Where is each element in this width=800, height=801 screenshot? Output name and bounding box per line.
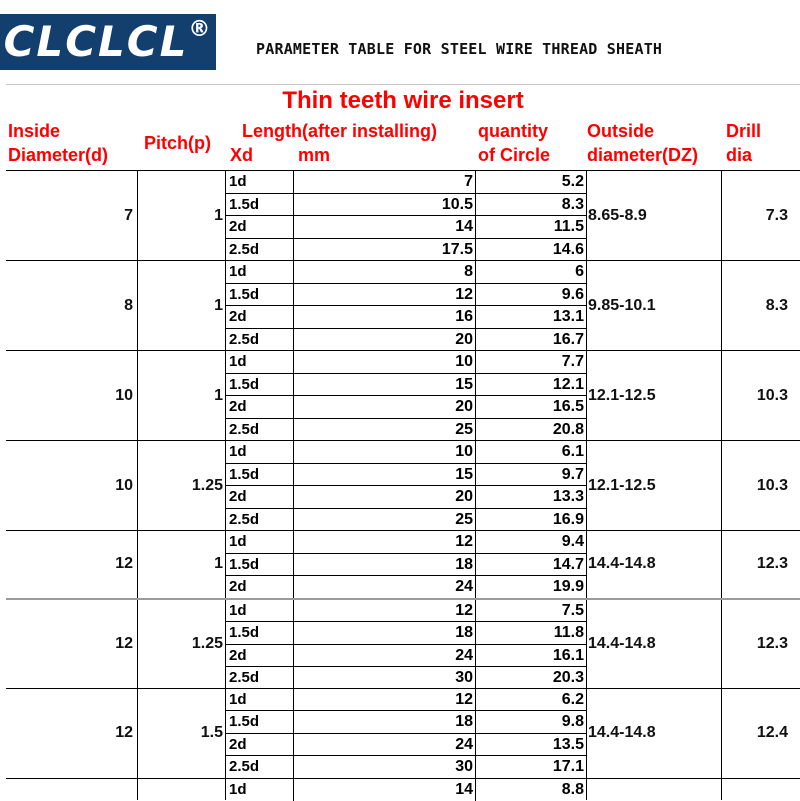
table-title: Thin teeth wire insert xyxy=(6,85,800,117)
mm-cell: 16 xyxy=(294,306,476,328)
drill-dia-cell: 12.3 xyxy=(722,600,800,688)
table-row xyxy=(226,419,586,442)
table-row xyxy=(226,689,586,712)
mm-cell: 24 xyxy=(294,734,476,756)
mm-cell: 12 xyxy=(294,600,476,622)
table-row xyxy=(226,711,586,734)
length-rows xyxy=(226,689,586,779)
table-row xyxy=(226,441,586,464)
inside-diameter-cell: 10 xyxy=(6,441,138,530)
table-row xyxy=(226,374,586,397)
table-row xyxy=(226,194,586,217)
mm-cell: 17.5 xyxy=(294,239,476,262)
mm-cell: 12 xyxy=(294,689,476,711)
header-outside-diameter: Outside diameter(DZ) xyxy=(587,119,698,167)
outside-diameter-cell: 14.4-14.8 xyxy=(586,531,722,598)
page-title: PARAMETER TABLE FOR STEEL WIRE THREAD SHEATH xyxy=(256,40,662,58)
xd-cell: 2d xyxy=(226,216,294,238)
quantity-cell: 16.5 xyxy=(476,396,586,418)
header-pitch: Pitch(p) xyxy=(144,131,211,155)
quantity-cell: 17.1 xyxy=(476,756,586,779)
xd-cell: 2.5d xyxy=(226,509,294,532)
table-body xyxy=(6,170,800,800)
length-rows xyxy=(226,261,586,351)
quantity-cell: 6.2 xyxy=(476,689,586,711)
table-row xyxy=(226,464,586,487)
table-row xyxy=(226,645,586,668)
mm-cell: 12 xyxy=(294,531,476,553)
table-group xyxy=(6,598,800,688)
quantity-cell: 9.6 xyxy=(476,284,586,306)
xd-cell: 1d xyxy=(226,779,294,801)
quantity-cell: 11.5 xyxy=(476,216,586,238)
quantity-cell: 8.3 xyxy=(476,194,586,216)
quantity-cell: 6 xyxy=(476,261,586,283)
header-inside-diameter: Inside Diameter(d) xyxy=(8,119,108,167)
parameter-table xyxy=(6,84,800,801)
xd-cell: 1.5d xyxy=(226,374,294,396)
header-length: Length(after installing) xyxy=(242,119,437,143)
xd-cell: 2d xyxy=(226,396,294,418)
table-row xyxy=(226,734,586,757)
outside-diameter-cell: 12.1-12.5 xyxy=(586,351,722,440)
pitch-cell: 1 xyxy=(138,531,226,598)
inside-diameter-cell: 7 xyxy=(6,171,138,260)
xd-cell: 1.5d xyxy=(226,554,294,576)
mm-cell: 15 xyxy=(294,464,476,486)
table-row xyxy=(226,171,586,194)
quantity-cell: 8.8 xyxy=(476,779,586,801)
quantity-cell: 9.4 xyxy=(476,531,586,553)
table-row xyxy=(226,622,586,645)
quantity-cell: 14.6 xyxy=(476,239,586,262)
xd-cell: 1d xyxy=(226,600,294,622)
registered-mark: ® xyxy=(188,17,212,42)
pitch-cell: 1.25 xyxy=(138,441,226,530)
table-row xyxy=(226,284,586,307)
mm-cell: 24 xyxy=(294,645,476,667)
quantity-cell: 13.5 xyxy=(476,734,586,756)
table-row xyxy=(226,351,586,374)
length-rows xyxy=(226,531,586,599)
inside-diameter-cell: 10 xyxy=(6,351,138,440)
table-group xyxy=(6,688,800,778)
mm-cell: 14 xyxy=(294,779,476,801)
inside-diameter-cell: 12 xyxy=(6,600,138,688)
table-row xyxy=(226,600,586,623)
pitch-cell: 1.5 xyxy=(138,689,226,778)
drill-dia-cell: 10.3 xyxy=(722,441,800,530)
quantity-cell: 16.1 xyxy=(476,645,586,667)
length-rows xyxy=(226,779,586,801)
header-mm: mm xyxy=(298,143,330,167)
mm-cell: 30 xyxy=(294,756,476,779)
length-rows xyxy=(226,171,586,261)
xd-cell: 2.5d xyxy=(226,419,294,442)
table-group xyxy=(6,260,800,350)
quantity-cell: 12.1 xyxy=(476,374,586,396)
xd-cell: 2d xyxy=(226,645,294,667)
length-rows xyxy=(226,600,586,690)
table-row xyxy=(226,216,586,239)
mm-cell: 24 xyxy=(294,576,476,599)
table-row xyxy=(226,486,586,509)
xd-cell: 1d xyxy=(226,171,294,193)
inside-diameter-cell: 12 xyxy=(6,689,138,778)
xd-cell: 2.5d xyxy=(226,756,294,779)
table-row xyxy=(226,576,586,599)
xd-cell: 1d xyxy=(226,351,294,373)
inside-diameter-cell: 12 xyxy=(6,531,138,598)
mm-cell: 20 xyxy=(294,486,476,508)
table-group xyxy=(6,778,800,801)
mm-cell: 7 xyxy=(294,171,476,193)
mm-cell: 8 xyxy=(294,261,476,283)
quantity-cell: 9.7 xyxy=(476,464,586,486)
mm-cell: 30 xyxy=(294,667,476,690)
xd-cell: 1d xyxy=(226,441,294,463)
table-row xyxy=(226,756,586,779)
pitch-cell: 1 xyxy=(138,171,226,260)
xd-cell: 1.5d xyxy=(226,622,294,644)
quantity-cell: 16.9 xyxy=(476,509,586,532)
table-row xyxy=(226,779,586,801)
outside-diameter-cell: 9.85-10.1 xyxy=(586,261,722,350)
xd-cell: 2d xyxy=(226,576,294,599)
quantity-cell: 11.8 xyxy=(476,622,586,644)
outside-diameter-cell: 14.4-14.8 xyxy=(586,600,722,688)
xd-cell: 2.5d xyxy=(226,239,294,262)
xd-cell: 1.5d xyxy=(226,711,294,733)
quantity-cell: 13.3 xyxy=(476,486,586,508)
table-row xyxy=(226,554,586,577)
table-group xyxy=(6,530,800,598)
quantity-cell: 7.5 xyxy=(476,600,586,622)
mm-cell: 18 xyxy=(294,711,476,733)
length-rows xyxy=(226,441,586,531)
logo-text: CLCLCL xyxy=(4,17,189,66)
quantity-cell: 5.2 xyxy=(476,171,586,193)
quantity-cell: 13.1 xyxy=(476,306,586,328)
xd-cell: 1d xyxy=(226,689,294,711)
drill-dia-cell xyxy=(722,779,800,801)
mm-cell: 10.5 xyxy=(294,194,476,216)
mm-cell: 25 xyxy=(294,509,476,532)
quantity-cell: 7.7 xyxy=(476,351,586,373)
header-xd: Xd xyxy=(230,143,253,167)
mm-cell: 10 xyxy=(294,441,476,463)
brand-logo xyxy=(0,14,216,70)
mm-cell: 20 xyxy=(294,396,476,418)
xd-cell: 1.5d xyxy=(226,194,294,216)
pitch-cell xyxy=(138,779,226,801)
quantity-cell: 20.3 xyxy=(476,667,586,690)
table-row xyxy=(226,509,586,532)
mm-cell: 14 xyxy=(294,216,476,238)
mm-cell: 10 xyxy=(294,351,476,373)
table-row xyxy=(226,531,586,554)
table-row xyxy=(226,396,586,419)
mm-cell: 15 xyxy=(294,374,476,396)
mm-cell: 12 xyxy=(294,284,476,306)
table-row xyxy=(226,667,586,690)
header-drill-dia: Drill dia xyxy=(726,119,761,167)
xd-cell: 2d xyxy=(226,306,294,328)
quantity-cell: 20.8 xyxy=(476,419,586,442)
outside-diameter-cell: 12.1-12.5 xyxy=(586,441,722,530)
xd-cell: 2.5d xyxy=(226,329,294,352)
table-group xyxy=(6,170,800,260)
table-row xyxy=(226,261,586,284)
quantity-cell: 9.8 xyxy=(476,711,586,733)
inside-diameter-cell: 8 xyxy=(6,261,138,350)
drill-dia-cell: 7.3 xyxy=(722,171,800,260)
length-rows xyxy=(226,351,586,441)
xd-cell: 2.5d xyxy=(226,667,294,690)
xd-cell: 1d xyxy=(226,531,294,553)
inside-diameter-cell xyxy=(6,779,138,801)
table-row xyxy=(226,239,586,262)
header-quantity: quantity of Circle xyxy=(478,119,550,167)
outside-diameter-cell xyxy=(586,779,722,801)
quantity-cell: 19.9 xyxy=(476,576,586,599)
drill-dia-cell: 8.3 xyxy=(722,261,800,350)
mm-cell: 20 xyxy=(294,329,476,352)
table-row xyxy=(226,329,586,352)
table-row xyxy=(226,306,586,329)
outside-diameter-cell: 8.65-8.9 xyxy=(586,171,722,260)
pitch-cell: 1.25 xyxy=(138,600,226,688)
drill-dia-cell: 10.3 xyxy=(722,351,800,440)
xd-cell: 1.5d xyxy=(226,464,294,486)
table-group xyxy=(6,440,800,530)
xd-cell: 1.5d xyxy=(226,284,294,306)
mm-cell: 18 xyxy=(294,622,476,644)
table-group xyxy=(6,350,800,440)
xd-cell: 2d xyxy=(226,486,294,508)
mm-cell: 25 xyxy=(294,419,476,442)
xd-cell: 2d xyxy=(226,734,294,756)
pitch-cell: 1 xyxy=(138,351,226,440)
outside-diameter-cell: 14.4-14.8 xyxy=(586,689,722,778)
drill-dia-cell: 12.3 xyxy=(722,531,800,598)
quantity-cell: 14.7 xyxy=(476,554,586,576)
pitch-cell: 1 xyxy=(138,261,226,350)
xd-cell: 1d xyxy=(226,261,294,283)
mm-cell: 18 xyxy=(294,554,476,576)
drill-dia-cell: 12.4 xyxy=(722,689,800,778)
quantity-cell: 6.1 xyxy=(476,441,586,463)
quantity-cell: 16.7 xyxy=(476,329,586,352)
